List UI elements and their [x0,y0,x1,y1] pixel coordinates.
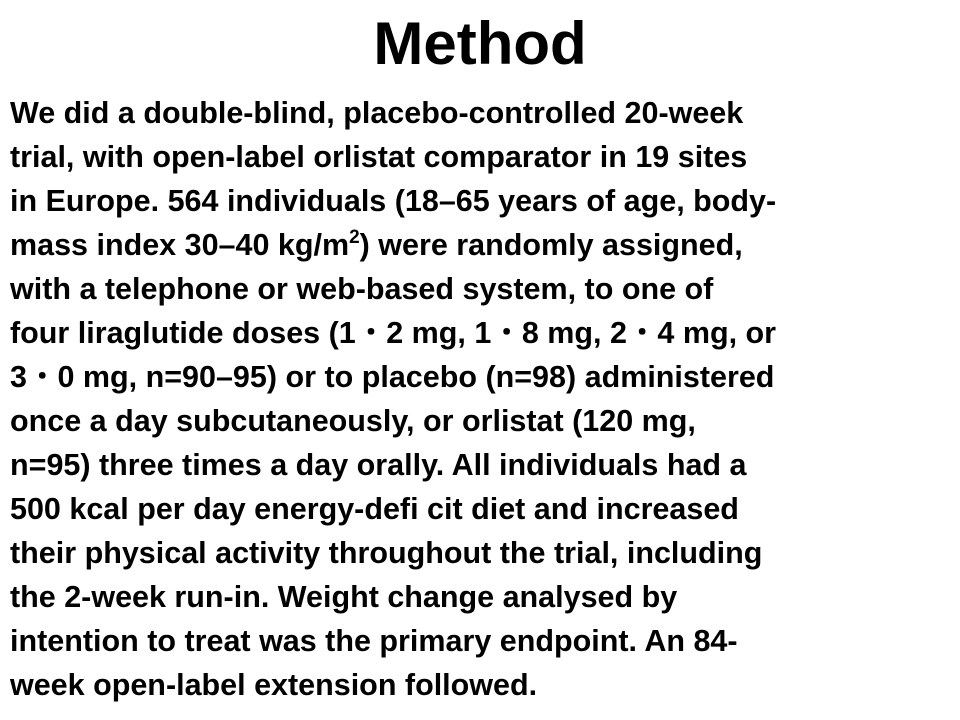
paragraph-line: week open-label extension followed. [10,668,538,702]
paragraph-line: once a day subcutaneously, or orlistat (120 mg, [10,404,696,438]
method-paragraph [10,91,955,707]
paragraph-line-bmi [10,223,955,267]
paragraph-line: four liraglutide doses (1・2 mg, 1・8 mg, 2・4 mg, or [10,316,777,350]
paragraph-line: 3・0 mg, n=90–95) or to placebo (n=98) administered [10,360,775,394]
paragraph-line: their physical activity throughout the trial, including [10,536,763,570]
paragraph-line: We did a double-blind, placebo-controlled 20-week [10,96,744,130]
paragraph-line: intention to treat was the primary endpoint. An 84- [10,624,738,658]
slide-title: Method [373,10,587,77]
paragraph-line: trial, with open-label orlistat comparator in 19 sites [10,140,748,174]
bmi-text-rest: ) were randomly assigned, [359,228,743,262]
paragraph-line: n=95) three times a day orally. All individuals had a [10,448,747,482]
paragraph-line: with a telephone or web-based system, to one of [10,272,714,306]
superscript-2: 2 [349,227,360,248]
paragraph-line: the 2-week run-in. Weight change analysed by [10,580,678,614]
bmi-text: mass index 30–40 kg/m [10,228,350,262]
paragraph-line: 500 kcal per day energy-defi cit diet and increased [10,492,739,526]
paragraph-line: in Europe. 564 individuals (18–65 years of age, body- [10,184,777,218]
